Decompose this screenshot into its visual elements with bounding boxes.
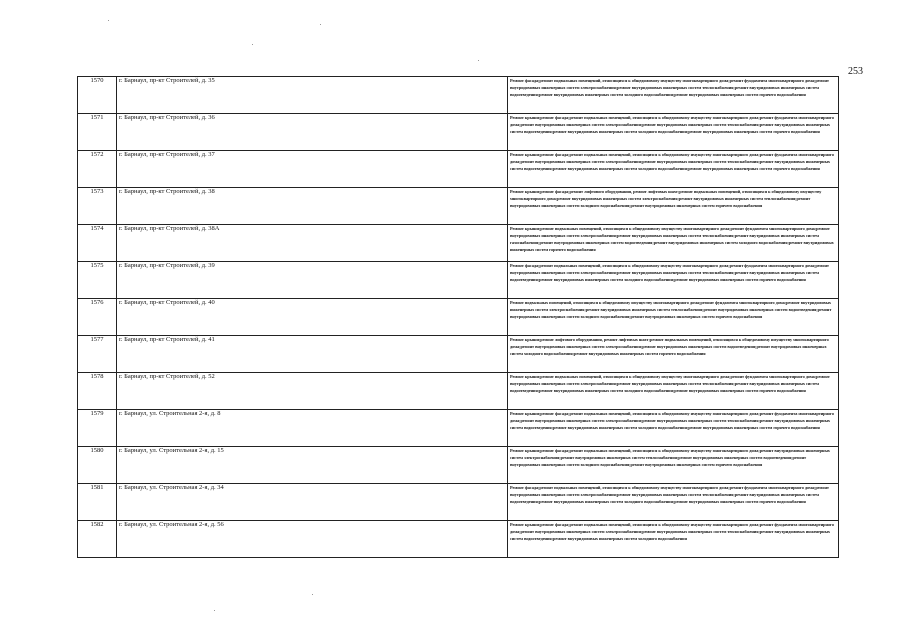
repair-schedule-table	[77, 76, 839, 558]
row-works: Ремонт фасада;ремонт подвальных помещений, относящихся к общедомовому имуществу многоквартирного дома;ремонт фундамента многоквартирного дома;ремонт внутридомовых инженерных систем электроснабжения;ремонт внутридомовых инженерных систем теплоснабжения;ремонт внутридомовых инженерных систем водоотведения;ремонт внутридомовых инженерных систем холодного водоснабжения;ремонт внутридомовых инженерных систем горячего водоснабжения	[508, 262, 839, 299]
row-number: 1570	[78, 77, 117, 114]
row-address: г. Барнаул, пр-кт Строителей, д. 38А	[117, 225, 508, 262]
row-works: Ремонт фасада;ремонт подвальных помещений, относящихся к общедомовому имуществу многоквартирного дома;ремонт фундамента многоквартирного дома;ремонт внутридомовых инженерных систем электроснабжения;ремонт внутридомовых инженерных систем теплоснабжения;ремонт внутридомовых инженерных систем водоотведения;ремонт внутридомовых инженерных систем холодного водоснабжения;ремонт внутридомовых инженерных систем горячего водоснабжения	[508, 484, 839, 521]
table-row	[78, 373, 839, 410]
row-number: 1576	[78, 299, 117, 336]
row-number: 1579	[78, 410, 117, 447]
table-row	[78, 410, 839, 447]
row-works: Ремонт крыши;ремонт фасада;ремонт лифтового оборудования, ремонт лифтовых шахт;ремонт подвальных помещений, относящихся к общедомовому имуществу многоквартирного дома;ремонт внутридомовых инженерных систем электроснабжения;ремонт внутридомовых инженерных систем теплоснабжения;ремонт внутридомовых инженерных систем холодного водоснабжения;ремонт внутридомовых инженерных систем горячего водоснабжения	[508, 188, 839, 225]
row-number: 1574	[78, 225, 117, 262]
table-row	[78, 114, 839, 151]
table-row	[78, 77, 839, 114]
row-works: Ремонт крыши;ремонт фасада;ремонт подвальных помещений, относящихся к общедомовому имуществу многоквартирного дома;ремонт фундамента многоквартирного дома;ремонт внутридомовых инженерных систем электроснабжения;ремонт внутридомовых инженерных систем теплоснабжения;ремонт внутридомовых инженерных систем водоотведения;ремонт внутридомовых инженерных систем холодного водоснабжения;ремонт внутридомовых инженерных систем горячего водоснабжения	[508, 151, 839, 188]
row-number: 1582	[78, 521, 117, 558]
row-number: 1577	[78, 336, 117, 373]
row-works: Ремонт подвальных помещений, относящихся к общедомовому имуществу многоквартирного дома;ремонт фундамента многоквартирного дома;ремонт внутридомовых инженерных систем электроснабжения;ремонт внутридомовых инженерных систем теплоснабжения;ремонт внутридомовых инженерных систем водоотведения;ремонт внутридомовых инженерных систем холодного водоснабжения;ремонт внутридомовых инженерных систем горячего водоснабжения	[508, 299, 839, 336]
row-address: г. Барнаул, пр-кт Строителей, д. 36	[117, 114, 508, 151]
row-works: Ремонт крыши;ремонт фасада;ремонт подвальных помещений, относящихся к общедомовому имуществу многоквартирного дома;ремонт фундамента многоквартирного дома;ремонт внутридомовых инженерных систем электроснабжения;ремонт внутридомовых инженерных систем теплоснабжения;ремонт внутридомовых инженерных систем водоотведения;ремонт внутридомовых инженерных систем холодного водоснабжения;ремонт внутридомовых инженерных систем горячего водоснабжения	[508, 410, 839, 447]
table-row	[78, 225, 839, 262]
row-address: г. Барнаул, ул. Строительная 2-я, д. 56	[117, 521, 508, 558]
table-row	[78, 336, 839, 373]
table-row	[78, 151, 839, 188]
row-works: Ремонт крыши;ремонт фасада;ремонт подвальных помещений, относящихся к общедомовому имуществу многоквартирного дома;ремонт фундамента многоквартирного дома;ремонт внутридомовых инженерных систем электроснабжения;ремонт внутридомовых инженерных систем теплоснабжения;ремонт внутридомовых инженерных систем водоотведения;ремонт внутридомовых инженерных систем холодного водоснабжения	[508, 521, 839, 558]
row-works: Ремонт крыши;ремонт фасада;ремонт подвальных помещений, относящихся к общедомовому имуществу многоквартирного дома;ремонт внутридомовых инженерных систем электроснабжения;ремонт внутридомовых инженерных систем теплоснабжения;ремонт внутридомовых инженерных систем водоотведения;ремонт внутридомовых инженерных систем холодного водоснабжения;ремонт внутридомовых инженерных систем горячего водоснабжения	[508, 447, 839, 484]
row-works: Ремонт крыши;ремонт лифтового оборудования, ремонт лифтовых шахт;ремонт подвальных помещений, относящихся к общедомовому имуществу многоквартирного дома;ремонт внутридомовых инженерных систем электроснабжения;ремонт внутридомовых инженерных систем водоотведения;ремонт внутридомовых инженерных систем холодного водоснабжения;ремонт внутридомовых инженерных систем горячего водоснабжения	[508, 336, 839, 373]
row-works: Ремонт фасада;ремонт подвальных помещений, относящихся к общедомовому имуществу многоквартирного дома;ремонт фундамента многоквартирного дома;ремонт внутридомовых инженерных систем электроснабжения;ремонт внутридомовых инженерных систем теплоснабжения;ремонт внутридомовых инженерных систем водоотведения;ремонт внутридомовых инженерных систем холодного водоснабжения;ремонт внутридомовых инженерных систем горячего водоснабжения	[508, 77, 839, 114]
row-number: 1581	[78, 484, 117, 521]
row-address: г. Барнаул, пр-кт Строителей, д. 40	[117, 299, 508, 336]
row-number: 1580	[78, 447, 117, 484]
row-works: Ремонт крыши;ремонт фасада;ремонт подвальных помещений, относящихся к общедомовому имуществу многоквартирного дома;ремонт фундамента многоквартирного дома;ремонт внутридомовых инженерных систем электроснабжения;ремонт внутридомовых инженерных систем теплоснабжения;ремонт внутридомовых инженерных систем водоотведения;ремонт внутридомовых инженерных систем холодного водоснабжения;ремонт внутридомовых инженерных систем горячего водоснабжения	[508, 114, 839, 151]
row-address: г. Барнаул, ул. Строительная 2-я, д. 15	[117, 447, 508, 484]
table-row	[78, 484, 839, 521]
row-works: Ремонт крыши;ремонт подвальных помещений, относящихся к общедомовому имуществу многоквартирного дома;ремонт фундамента многоквартирного дома;ремонт внутридомовых инженерных систем электроснабжения;ремонт внутридомовых инженерных систем теплоснабжения;ремонт внутридомовых инженерных систем газоснабжения;ремонт внутридомовых инженерных систем водоотведения;ремонт внутридомовых инженерных систем холодного водоснабжения;ремонт внутридомовых инженерных систем горячего водоснабжения	[508, 225, 839, 262]
table-row	[78, 299, 839, 336]
page-number: 253	[848, 66, 863, 77]
table-row	[78, 447, 839, 484]
row-number: 1578	[78, 373, 117, 410]
row-number: 1571	[78, 114, 117, 151]
row-address: г. Барнаул, пр-кт Строителей, д. 52	[117, 373, 508, 410]
row-address: г. Барнаул, пр-кт Строителей, д. 39	[117, 262, 508, 299]
row-address: г. Барнаул, ул. Строительная 2-я, д. 34	[117, 484, 508, 521]
row-address: г. Барнаул, ул. Строительная 2-я, д. 8	[117, 410, 508, 447]
table-row	[78, 262, 839, 299]
row-address: г. Барнаул, пр-кт Строителей, д. 38	[117, 188, 508, 225]
table-row	[78, 188, 839, 225]
row-address: г. Барнаул, пр-кт Строителей, д. 35	[117, 77, 508, 114]
table-row	[78, 521, 839, 558]
row-number: 1573	[78, 188, 117, 225]
row-number: 1572	[78, 151, 117, 188]
row-works: Ремонт крыши;ремонт подвальных помещений, относящихся к общедомовому имуществу многоквартирного дома;ремонт фундамента многоквартирного дома;ремонт внутридомовых инженерных систем электроснабжения;ремонт внутридомовых инженерных систем теплоснабжения;ремонт внутридомовых инженерных систем водоотведения;ремонт внутридомовых инженерных систем холодного водоснабжения;ремонт внутридомовых инженерных систем горячего водоснабжения	[508, 373, 839, 410]
row-number: 1575	[78, 262, 117, 299]
row-address: г. Барнаул, пр-кт Строителей, д. 41	[117, 336, 508, 373]
row-address: г. Барнаул, пр-кт Строителей, д. 37	[117, 151, 508, 188]
